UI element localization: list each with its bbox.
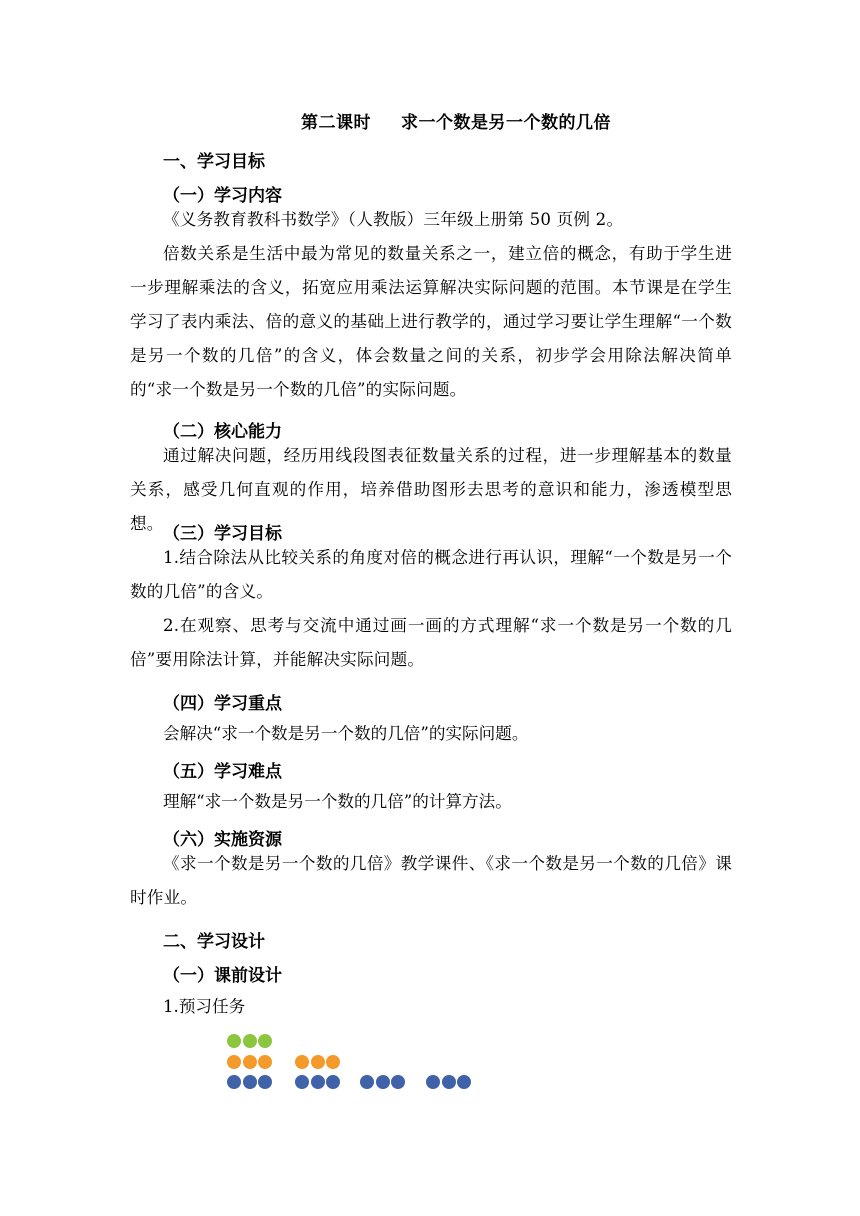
preview-task-label: 1.预习任务	[163, 997, 246, 1016]
lesson-title-part1: 第二课时	[301, 113, 371, 133]
subheading-core-ability: （二）核心能力	[163, 422, 282, 442]
blue-dot	[311, 1075, 325, 1089]
lesson-title-part2: 求一个数是另一个数的几倍	[401, 113, 611, 133]
lesson-title	[0, 108, 860, 133]
blue-dot	[326, 1075, 340, 1089]
subheading-pre-class-design: （一）课前设计	[163, 966, 282, 986]
paragraph-lesson-overview: 倍数关系是生活中最为常见的数量关系之一，建立倍的概念，有助于学生进一步理解乘法的含义，拓宽应用乘法运算解决实际问题的范围。本节课是在学生学习了表内乘法、倍的意义的基础上进行教学的，通过学习要让学生理解“一个数是另一个数的几倍”的含义，体会数量之间的关系，初步学会用除法解决简单的“求一个数是另一个数的几倍”的实际问题。	[130, 244, 732, 399]
section-heading-learning-goals: 一、学习目标	[163, 152, 265, 172]
difficulties-text: 理解“求一个数是另一个数的几倍”的计算方法。	[163, 792, 512, 811]
blue-dot	[391, 1075, 405, 1089]
counting-dots-illustration	[227, 1032, 627, 1096]
blue-dot	[258, 1075, 272, 1089]
green-dot	[258, 1034, 272, 1048]
orange-dot	[243, 1055, 257, 1069]
blue-dot	[457, 1075, 471, 1089]
subheading-resources: （六）实施资源	[163, 830, 282, 850]
orange-dot	[326, 1055, 340, 1069]
paragraph-textbook-reference: 《义务教育教科书数学》（人教版）三年级上册第 50 页例 2。	[163, 210, 624, 229]
subheading-key-points: （四）学习重点	[163, 694, 282, 714]
blue-dot	[426, 1075, 440, 1089]
objective-item-2: 2.在观察、思考与交流中通过画一画的方式理解“求一个数是另一个数的几倍”要用除法计算，并能解决实际问题。	[130, 616, 732, 669]
blue-dot	[376, 1075, 390, 1089]
blue-dot	[243, 1075, 257, 1089]
blue-dot	[295, 1075, 309, 1089]
objective-item-1: 1.结合除法从比较关系的角度对倍的概念进行再认识，理解“一个数是另一个数的几倍”的含义。	[130, 548, 732, 601]
subheading-difficulties: （五）学习难点	[163, 762, 282, 782]
subheading-learning-content: （一）学习内容	[163, 186, 282, 206]
green-dot	[243, 1034, 257, 1048]
paragraph-resources: 《求一个数是另一个数的几倍》教学课件、《求一个数是另一个数的几倍》课时作业。	[130, 854, 732, 907]
orange-dot	[295, 1055, 309, 1069]
blue-dot	[227, 1075, 241, 1089]
green-dot	[227, 1034, 241, 1048]
blue-dot	[442, 1075, 456, 1089]
orange-dot	[258, 1055, 272, 1069]
blue-dot	[360, 1075, 374, 1089]
paragraph-core-ability: 通过解决问题，经历用线段图表征数量关系的过程，进一步理解基本的数量关系，感受几何直观的作用，培养借助图形去思考的意识和能力，渗透模型思想。	[130, 446, 732, 533]
orange-dot	[311, 1055, 325, 1069]
subheading-learning-objectives: （三）学习目标	[163, 524, 282, 544]
orange-dot	[227, 1055, 241, 1069]
section-heading-learning-design: 二、学习设计	[163, 932, 265, 952]
key-points-text: 会解决“求一个数是另一个数的几倍”的实际问题。	[163, 724, 529, 743]
